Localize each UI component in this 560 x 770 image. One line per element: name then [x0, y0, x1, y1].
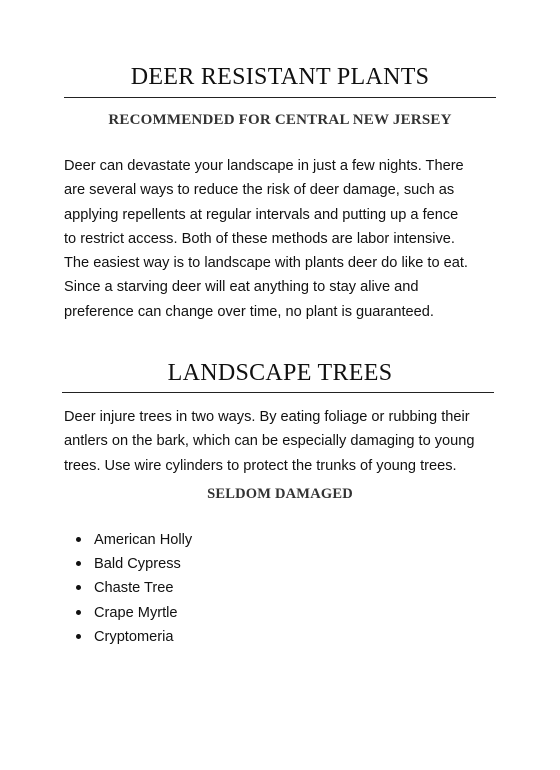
seldom-damaged-heading: SELDOM DAMAGED: [207, 486, 353, 502]
intro-line: applying repellents at regular intervals and putting up a fence: [64, 206, 459, 223]
tree-name: Chaste Tree: [94, 580, 174, 597]
trees-paragraph: [64, 405, 504, 478]
tree-name: American Holly: [94, 532, 193, 548]
trees-line: antlers on the bark, which can be especially damaging to young: [64, 433, 475, 450]
intro-line: The easiest way is to landscape with plants deer do like to eat.: [64, 255, 468, 272]
page-title: DEER RESISTANT PLANTS: [130, 64, 430, 90]
tree-list: [76, 528, 192, 649]
list-item: [76, 552, 192, 576]
trees-line: trees. Use wire cylinders to protect the trunks of young trees.: [64, 457, 457, 474]
section-heading-landscape-trees: LANDSCAPE TREES: [167, 360, 393, 386]
tree-name: Crape Myrtle: [94, 604, 178, 621]
section-divider: [62, 392, 494, 393]
intro-line: Since a starving deer will eat anything to stay alive and: [64, 279, 419, 296]
bullet-icon: [76, 634, 81, 639]
intro-line: are several ways to reduce the risk of deer damage, such as: [64, 182, 455, 199]
bullet-icon: [76, 610, 81, 615]
page-subtitle: RECOMMENDED FOR CENTRAL NEW JERSEY: [108, 112, 452, 128]
intro-line: to restrict access. Both of these methods are labor intensive.: [64, 230, 455, 247]
trees-line: Deer injure trees in two ways. By eating foliage or rubbing their: [64, 409, 470, 425]
intro-paragraph: [64, 154, 504, 324]
list-item: [76, 576, 192, 600]
tree-name: Bald Cypress: [94, 556, 181, 573]
tree-name: Cryptomeria: [94, 628, 174, 645]
title-divider: [64, 97, 496, 98]
intro-line: preference can change over time, no plant is guaranteed.: [64, 303, 434, 320]
bullet-icon: [76, 537, 81, 542]
list-item: [76, 625, 192, 649]
list-item: [76, 601, 192, 625]
bullet-icon: [76, 585, 81, 590]
bullet-icon: [76, 561, 81, 566]
intro-line: Deer can devastate your landscape in just a few nights. There: [64, 158, 464, 174]
list-item: [76, 528, 192, 552]
